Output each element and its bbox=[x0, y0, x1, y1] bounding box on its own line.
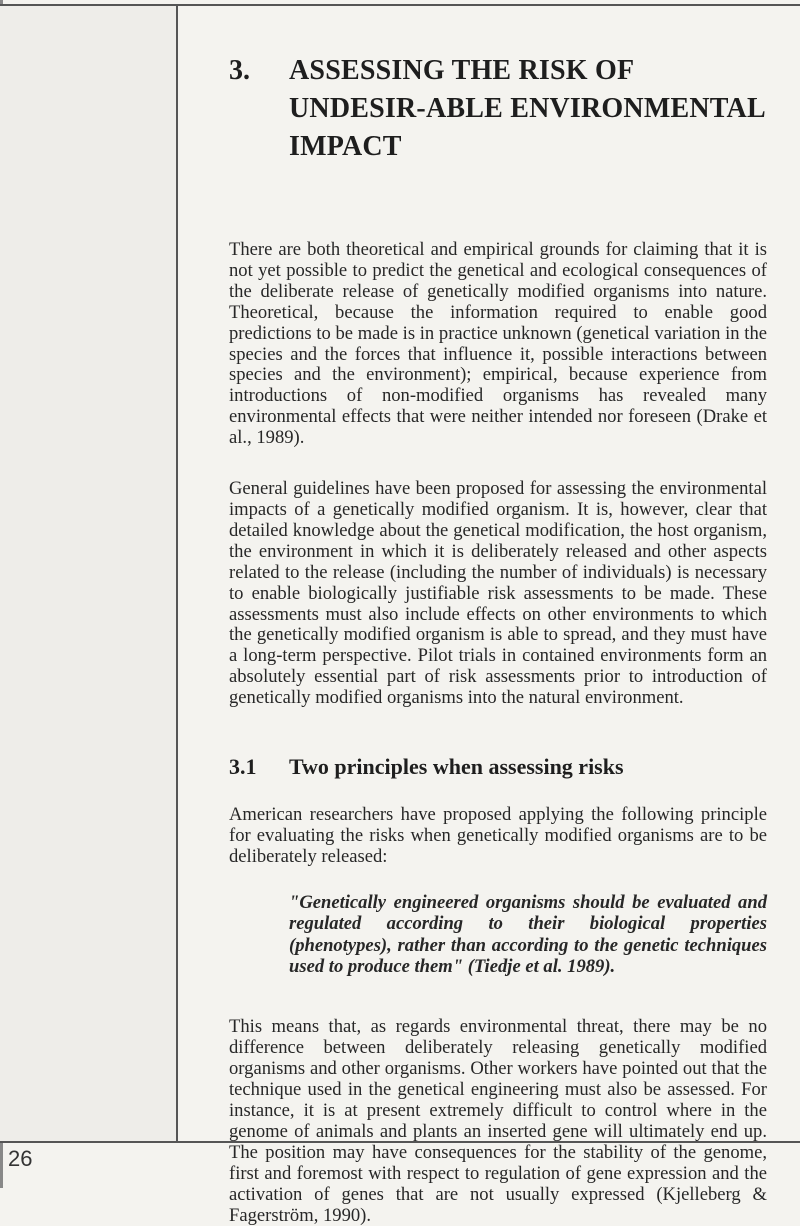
block-quote: "Genetically engineered organisms should be evaluated and regulated according to their biological properties (phenotypes), rather than according to the genetic techniques used to produce them" (Tiedje et al. 1989). bbox=[289, 891, 767, 977]
section-heading bbox=[229, 753, 767, 781]
paragraph-3: American researchers have proposed applying the following principle for evaluating the risks when genetically modified organisms are to be deliberately released: bbox=[229, 804, 767, 867]
section-title: Two principles when assessing risks bbox=[289, 754, 624, 780]
chapter-title: ASSESSING THE RISK OF UNDESIR-ABLE ENVIRONMENTAL IMPACT bbox=[289, 55, 765, 162]
paragraph-1: There are both theoretical and empirical grounds for claiming that it is not yet possible to predict the genetical and ecological consequences of the deliberate release of genetically modified organisms into nature. Theoretical, because the information required to enable good predictions to be made is in practice unknown (genetical variation in the species and the forces that influence it, possible interactions between species and the environment); empirical, because experience from introductions of non-modified organisms has revealed many environmental effects that were neither intended nor foreseen (Drake et al., 1989). bbox=[229, 239, 767, 449]
paragraph-4: This means that, as regards environmental threat, there may be no difference between deliberately releasing genetically modified organisms and other organisms. Other workers have pointed out that the technique used in the genetical engineering must also be assessed. For instance, it is at present extremely difficult to control where in the genome of animals and plants an inserted gene will ultimately end up. The position may have consequences for the stability of the genome, first and foremost with respect to regulation of gene expression and the activation of genes that are not usually expressed (Kjelleberg & Fagerström, 1990). bbox=[229, 1016, 767, 1226]
left-margin-column bbox=[0, 6, 178, 1141]
paragraph-2: General guidelines have been proposed for assessing the environmental impacts of a genetically modified organism. It is, however, clear that detailed knowledge about the genetical modification, the host organism, the environment in which it is deliberately released and other aspects related to the release (including the number of individuals) is necessary to enable biologically justifiable risk assessments to be made. These assessments must also include effects on other environments to which the genetically modified organism is able to spread, and they must have a long-term perspective. Pilot trials in contained environments form an absolutely essential part of risk assessments prior to introduction of genetically modified organisms into the natural environment. bbox=[229, 478, 767, 709]
section-number: 3.1 bbox=[229, 754, 257, 780]
chapter-heading bbox=[229, 52, 767, 166]
page-content bbox=[229, 52, 767, 1226]
chapter-number: 3. bbox=[229, 55, 250, 86]
page-number: 26 bbox=[8, 1146, 33, 1171]
